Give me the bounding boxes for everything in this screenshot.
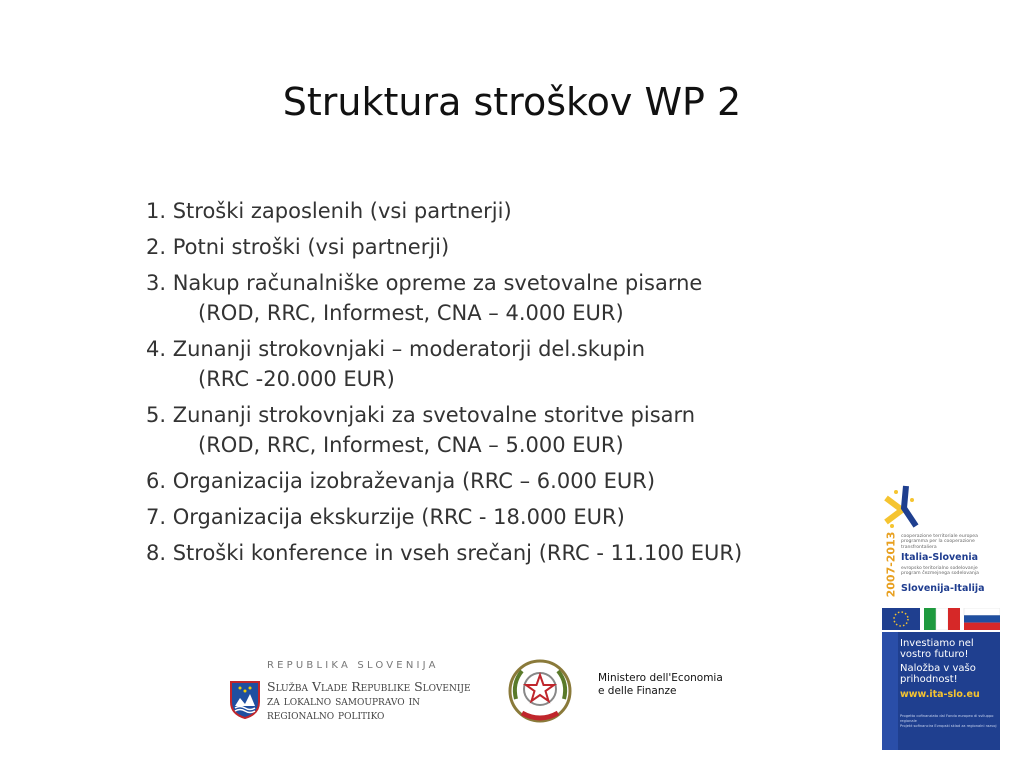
ministry-line: Ministero dell'Economia bbox=[598, 672, 723, 684]
list-item-text: 6. Organizacija izobraževanja (RRC – 6.000 EUR) bbox=[146, 469, 656, 493]
description-line: cooperazione territoriale europea bbox=[901, 534, 978, 539]
funding-line: Projekt sofinancira Evropski sklad za regionalni razvoj bbox=[900, 723, 997, 728]
republic-slovenia-label: REPUBLIKA SLOVENIJA bbox=[267, 660, 439, 671]
office-name-line: za lokalno samoupravo in bbox=[267, 693, 420, 708]
programme-si-description bbox=[901, 566, 979, 577]
list-item bbox=[146, 502, 742, 532]
slovenia-office-name bbox=[267, 680, 471, 722]
list-item-text: 5. Zunanji strokovnjaki za svetovalne storitve pisarn bbox=[146, 403, 696, 427]
list-item bbox=[146, 196, 742, 226]
list-item bbox=[146, 400, 742, 460]
slovenia-government-logo bbox=[229, 660, 479, 730]
programme-it-description bbox=[901, 534, 978, 550]
tagline-it bbox=[900, 638, 974, 660]
description-line: transfrontaliera bbox=[901, 544, 937, 550]
tagline-line: Investiamo nel bbox=[900, 638, 974, 649]
years-label: 2007-2013 bbox=[884, 531, 898, 598]
description-line: programma per la cooperazione bbox=[901, 539, 975, 545]
programme-name-it: Italia-Slovenia bbox=[901, 552, 979, 563]
programme-logo-panel bbox=[882, 482, 1000, 750]
tagline-line: vostro futuro! bbox=[900, 649, 969, 660]
italy-emblem-icon bbox=[504, 655, 576, 727]
list-item bbox=[146, 268, 742, 328]
italy-ministry-name bbox=[598, 672, 723, 698]
list-item bbox=[146, 334, 742, 394]
programme-website: www.ita-slo.eu bbox=[900, 689, 980, 700]
list-item-text: 7. Organizacija ekskurzije (RRC - 18.000 EUR) bbox=[146, 505, 625, 529]
description-line: program čezmejnega sodelovanja bbox=[901, 571, 979, 577]
list-item-text: 8. Stroški konference in vseh srečanj (RRC - 11.100 EUR) bbox=[146, 541, 743, 565]
list-item-text: 1. Stroški zaposlenih (vsi partnerji) bbox=[146, 199, 512, 223]
description-line: evropsko teritorialno sodelovanje bbox=[901, 566, 978, 571]
list-item-text: 4. Zunanji strokovnjaki – moderatorji del.skupin bbox=[146, 337, 646, 361]
list-item-text: 2. Potni stroški (vsi partnerji) bbox=[146, 235, 450, 259]
office-name-line: Služba Vlade Republike Slovenije bbox=[267, 679, 471, 694]
flags-icon bbox=[882, 608, 1000, 630]
slide-title: Struktura stroškov WP 2 bbox=[282, 80, 742, 124]
ministry-line: e delle Finanze bbox=[598, 685, 677, 697]
list-item-text: 3. Nakup računalniške opreme za svetovalne pisarne bbox=[146, 271, 703, 295]
list-item bbox=[146, 232, 742, 262]
programme-name-si: Slovenija-Italija bbox=[901, 583, 985, 594]
list-item-subtext: (ROD, RRC, Informest, CNA – 5.000 EUR) bbox=[198, 433, 624, 457]
tagline-line: prihodnost! bbox=[900, 674, 958, 685]
programme-side-stripe bbox=[882, 632, 898, 750]
cost-structure-list bbox=[146, 196, 742, 574]
list-item bbox=[146, 466, 742, 496]
list-item-subtext: (RRC -20.000 EUR) bbox=[198, 367, 395, 391]
slovenia-coat-of-arms-icon bbox=[229, 680, 261, 720]
programme-funding-note bbox=[900, 714, 998, 728]
office-name-line: regionalno politiko bbox=[267, 707, 385, 722]
programme-years bbox=[882, 531, 898, 600]
funding-line: Progetto cofinanziato dal Fondo europeo di sviluppo regionale bbox=[900, 714, 994, 723]
tagline-line: Naložba v vašo bbox=[900, 663, 976, 674]
list-item bbox=[146, 538, 742, 568]
tagline-si bbox=[900, 663, 976, 685]
list-item-subtext: (ROD, RRC, Informest, CNA – 4.000 EUR) bbox=[198, 301, 624, 325]
